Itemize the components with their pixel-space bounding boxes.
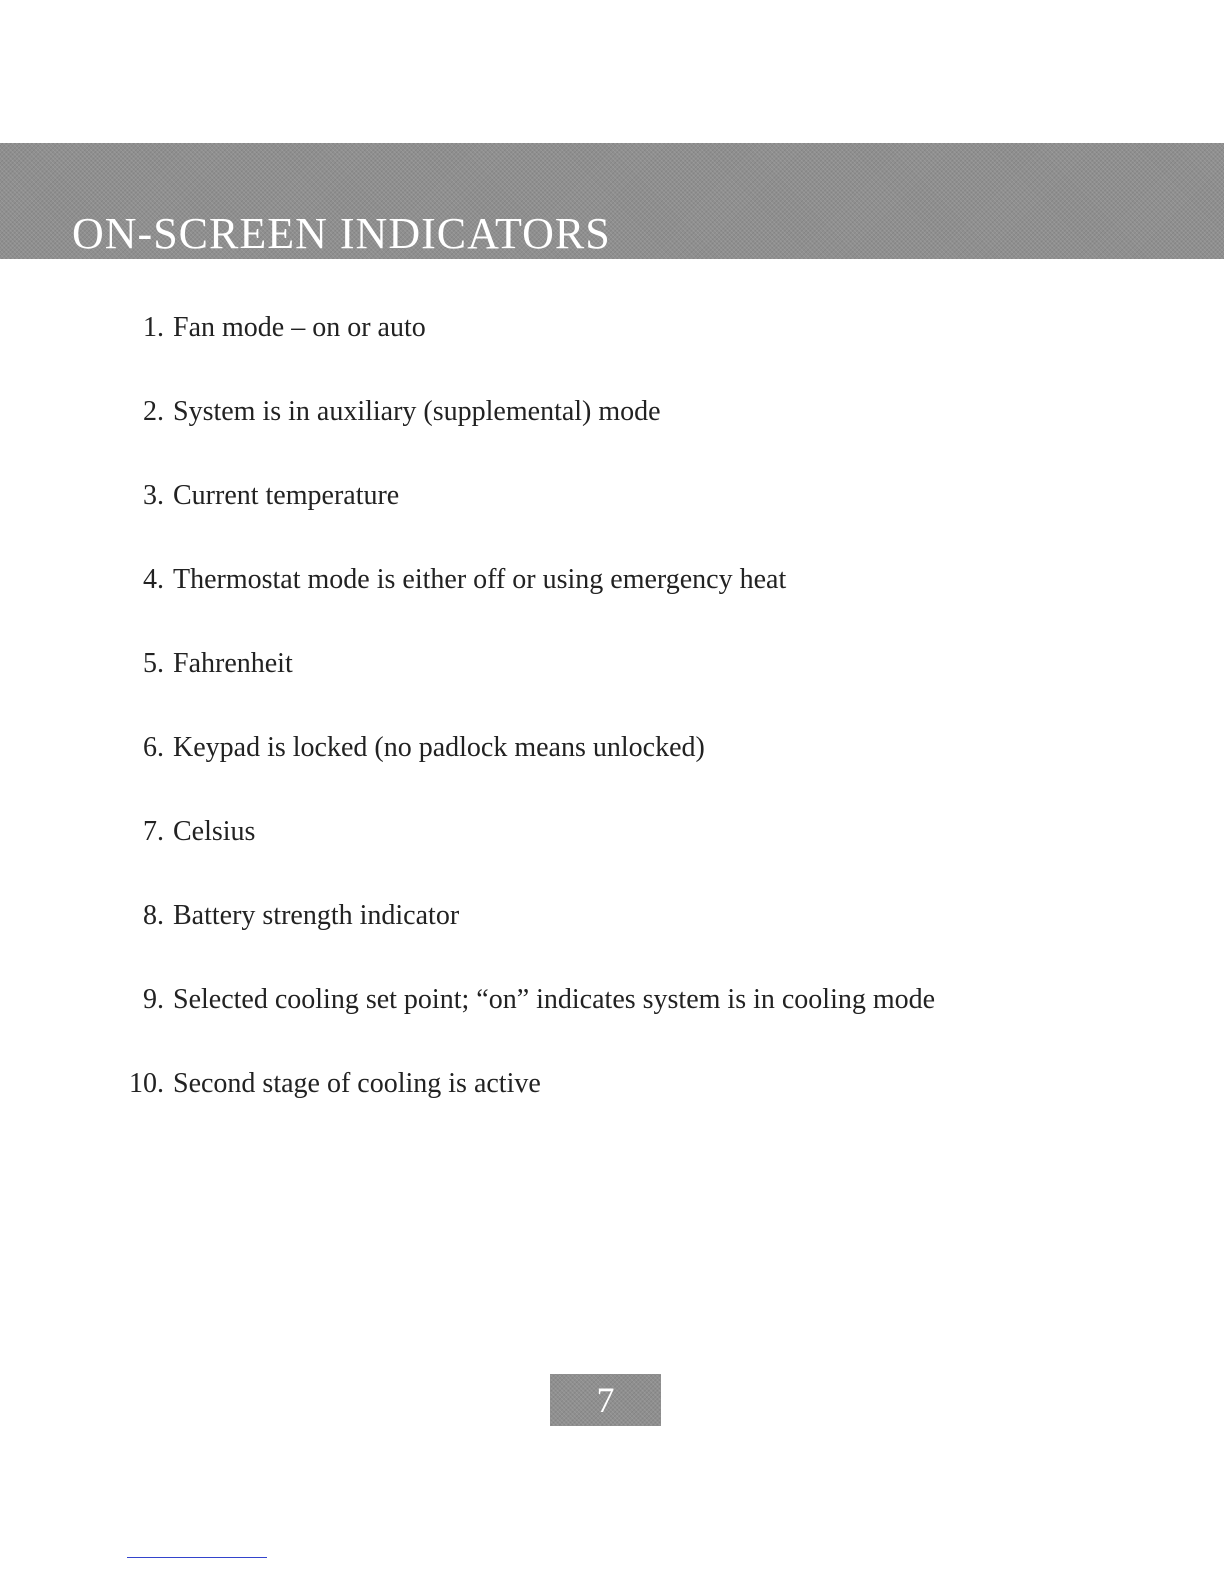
- list-item-text: Thermostat mode is either off or using emergency heat: [173, 564, 787, 595]
- list-item: [0, 1056, 1224, 1140]
- list-item-text: Fan mode – on or auto: [173, 312, 426, 343]
- list-item-text: Keypad is locked (no padlock means unlocked): [173, 732, 705, 763]
- list-item-number: 1.: [143, 312, 164, 343]
- list-item-number: 2.: [143, 396, 164, 427]
- list-item-text: Celsius: [173, 816, 256, 847]
- list-item-text: Current temperature: [173, 480, 400, 511]
- list-item: [0, 384, 1224, 468]
- list-item: [0, 972, 1224, 1056]
- list-item-number: 3.: [143, 480, 164, 511]
- list-item-number: 9.: [143, 984, 164, 1015]
- list-item-text: Second stage of cooling is active: [173, 1068, 541, 1099]
- list-item: [0, 720, 1224, 804]
- list-item: [0, 636, 1224, 720]
- list-item-text: System is in auxiliary (supplemental) mode: [173, 396, 661, 427]
- list-item-text: Selected cooling set point; “on” indicates system is in cooling mode: [173, 984, 936, 1015]
- list-item: [0, 552, 1224, 636]
- list-item: [0, 888, 1224, 972]
- page-title: ON-SCREEN INDICATORS: [72, 209, 611, 258]
- list-item-number: 5.: [143, 648, 164, 679]
- list-item-number: 6.: [143, 732, 164, 763]
- list-item: [0, 804, 1224, 888]
- list-item-text: Battery strength indicator: [173, 900, 460, 931]
- list-item-number: 7.: [143, 816, 164, 847]
- indicator-list: [0, 300, 1224, 1140]
- list-item-number: 10.: [129, 1068, 164, 1099]
- list-item: [0, 468, 1224, 552]
- list-item-number: 4.: [143, 564, 164, 595]
- page-number: 7: [550, 1374, 661, 1426]
- list-item-number: 8.: [143, 900, 164, 931]
- list-item-text: Fahrenheit: [173, 648, 293, 679]
- list-item: [0, 300, 1224, 384]
- footnote-divider: [127, 1557, 267, 1558]
